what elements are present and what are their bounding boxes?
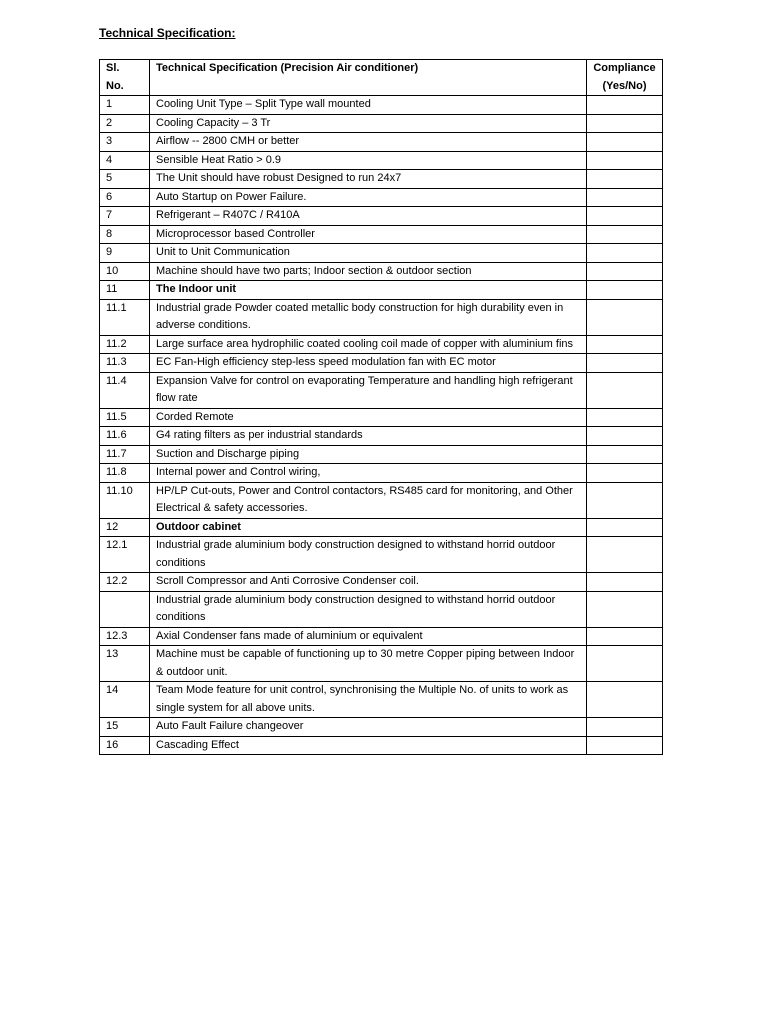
row-compliance-cell[interactable] (587, 96, 663, 115)
table-row (100, 188, 663, 207)
header-serial-no (100, 60, 150, 96)
row-serial-no: 8 (100, 225, 150, 244)
row-spec-text: Large surface area hydrophilic coated cooling coil made of copper with aluminium fins (150, 335, 587, 354)
row-compliance-cell[interactable] (587, 151, 663, 170)
row-serial-no: 11.2 (100, 335, 150, 354)
row-compliance-cell[interactable] (587, 445, 663, 464)
header-spec: Technical Specification (Precision Air conditioner) (150, 60, 587, 96)
row-serial-no: 11.7 (100, 445, 150, 464)
row-spec-text: Machine should have two parts; Indoor section & outdoor section (150, 262, 587, 281)
row-serial-no: 11.6 (100, 427, 150, 446)
row-spec-text: The Indoor unit (150, 281, 587, 300)
row-spec-text: EC Fan-High efficiency step-less speed modulation fan with EC motor (150, 354, 587, 373)
table-row (100, 482, 663, 518)
row-compliance-cell[interactable] (587, 244, 663, 263)
row-serial-no: 7 (100, 207, 150, 226)
table-row (100, 718, 663, 737)
row-serial-no: 16 (100, 736, 150, 755)
row-compliance-cell[interactable] (587, 627, 663, 646)
table-row (100, 646, 663, 682)
row-serial-no: 15 (100, 718, 150, 737)
row-serial-no: 12.2 (100, 573, 150, 592)
table-row (100, 207, 663, 226)
row-spec-text: Suction and Discharge piping (150, 445, 587, 464)
row-compliance-cell[interactable] (587, 188, 663, 207)
row-spec-text: Outdoor cabinet (150, 518, 587, 537)
table-header-row (100, 60, 663, 96)
row-compliance-cell[interactable] (587, 718, 663, 737)
row-spec-text: HP/LP Cut-outs, Power and Control contactors, RS485 card for monitoring, and Other Electrical & safety accessories. (150, 482, 587, 518)
header-compliance-line2: (Yes/No) (602, 79, 647, 92)
row-compliance-cell[interactable] (587, 573, 663, 592)
table-row (100, 736, 663, 755)
row-compliance-cell[interactable] (587, 537, 663, 573)
row-compliance-cell[interactable] (587, 464, 663, 483)
table-row (100, 445, 663, 464)
table-row (100, 281, 663, 300)
row-spec-text: Corded Remote (150, 408, 587, 427)
row-compliance-cell[interactable] (587, 736, 663, 755)
row-spec-text: Cooling Capacity – 3 Tr (150, 114, 587, 133)
table-row (100, 372, 663, 408)
row-serial-no: 1 (100, 96, 150, 115)
row-compliance-cell[interactable] (587, 591, 663, 627)
row-serial-no: 14 (100, 682, 150, 718)
table-row (100, 682, 663, 718)
table-row (100, 225, 663, 244)
row-serial-no: 11 (100, 281, 150, 300)
table-row (100, 464, 663, 483)
table-row (100, 537, 663, 573)
row-spec-text: Machine must be capable of functioning up to 30 metre Copper piping between Indoor & outdoor unit. (150, 646, 587, 682)
row-compliance-cell[interactable] (587, 281, 663, 300)
table-row (100, 627, 663, 646)
row-spec-text: Industrial grade Powder coated metallic body construction for high durability even in adverse conditions. (150, 299, 587, 335)
table-row (100, 427, 663, 446)
table-row (100, 354, 663, 373)
table-row (100, 114, 663, 133)
row-compliance-cell[interactable] (587, 372, 663, 408)
row-spec-text: Unit to Unit Communication (150, 244, 587, 263)
header-serial-no-line1: Sl. (106, 62, 120, 74)
row-spec-text: Axial Condenser fans made of aluminium or equivalent (150, 627, 587, 646)
row-serial-no: 3 (100, 133, 150, 152)
row-compliance-cell[interactable] (587, 482, 663, 518)
row-serial-no: 11.1 (100, 299, 150, 335)
row-compliance-cell[interactable] (587, 518, 663, 537)
row-serial-no: 11.4 (100, 372, 150, 408)
row-compliance-cell[interactable] (587, 408, 663, 427)
table-row (100, 170, 663, 189)
row-compliance-cell[interactable] (587, 225, 663, 244)
table-row (100, 408, 663, 427)
table-row (100, 591, 663, 627)
header-compliance-line1: Compliance (593, 62, 656, 74)
row-serial-no: 6 (100, 188, 150, 207)
row-serial-no: 11.10 (100, 482, 150, 518)
row-spec-text: G4 rating filters as per industrial standards (150, 427, 587, 446)
row-serial-no: 11.3 (100, 354, 150, 373)
row-spec-text: Scroll Compressor and Anti Corrosive Condenser coil. (150, 573, 587, 592)
row-spec-text: Cascading Effect (150, 736, 587, 755)
row-serial-no: 4 (100, 151, 150, 170)
row-compliance-cell[interactable] (587, 114, 663, 133)
row-serial-no: 10 (100, 262, 150, 281)
row-compliance-cell[interactable] (587, 354, 663, 373)
row-serial-no: 5 (100, 170, 150, 189)
row-serial-no: 11.5 (100, 408, 150, 427)
row-compliance-cell[interactable] (587, 262, 663, 281)
row-compliance-cell[interactable] (587, 335, 663, 354)
row-spec-text: Auto Startup on Power Failure. (150, 188, 587, 207)
header-serial-no-line2: No. (106, 79, 124, 92)
row-serial-no: 2 (100, 114, 150, 133)
row-compliance-cell[interactable] (587, 646, 663, 682)
row-spec-text: Industrial grade aluminium body construction designed to withstand horrid outdoor conditions (150, 591, 587, 627)
row-serial-no: 9 (100, 244, 150, 263)
row-serial-no: 12.3 (100, 627, 150, 646)
table-row (100, 299, 663, 335)
row-compliance-cell[interactable] (587, 682, 663, 718)
row-spec-text: Airflow -- 2800 CMH or better (150, 133, 587, 152)
row-spec-text: The Unit should have robust Designed to run 24x7 (150, 170, 587, 189)
spec-table (99, 59, 663, 755)
header-compliance (587, 60, 663, 96)
row-serial-no: 13 (100, 646, 150, 682)
row-serial-no (100, 591, 150, 627)
row-spec-text: Internal power and Control wiring, (150, 464, 587, 483)
row-spec-text: Refrigerant – R407C / R410A (150, 207, 587, 226)
row-compliance-cell[interactable] (587, 427, 663, 446)
table-row (100, 262, 663, 281)
row-spec-text: Team Mode feature for unit control, synchronising the Multiple No. of units to work as single system for all above units. (150, 682, 587, 718)
row-spec-text: Auto Fault Failure changeover (150, 718, 587, 737)
row-compliance-cell[interactable] (587, 133, 663, 152)
row-spec-text: Sensible Heat Ratio > 0.9 (150, 151, 587, 170)
row-serial-no: 11.8 (100, 464, 150, 483)
table-row (100, 96, 663, 115)
table-row (100, 518, 663, 537)
row-spec-text: Industrial grade aluminium body construction designed to withstand horrid outdoor conditions (150, 537, 587, 573)
row-spec-text: Cooling Unit Type – Split Type wall mounted (150, 96, 587, 115)
table-row (100, 573, 663, 592)
table-row (100, 133, 663, 152)
document-title: Technical Specification: (99, 26, 236, 40)
spec-table-body (100, 96, 663, 755)
table-row (100, 335, 663, 354)
row-serial-no: 12 (100, 518, 150, 537)
table-row (100, 151, 663, 170)
table-row (100, 244, 663, 263)
row-serial-no: 12.1 (100, 537, 150, 573)
row-compliance-cell[interactable] (587, 299, 663, 335)
row-compliance-cell[interactable] (587, 207, 663, 226)
row-spec-text: Microprocessor based Controller (150, 225, 587, 244)
row-spec-text: Expansion Valve for control on evaporating Temperature and handling high refrigerant flow rate (150, 372, 587, 408)
row-compliance-cell[interactable] (587, 170, 663, 189)
